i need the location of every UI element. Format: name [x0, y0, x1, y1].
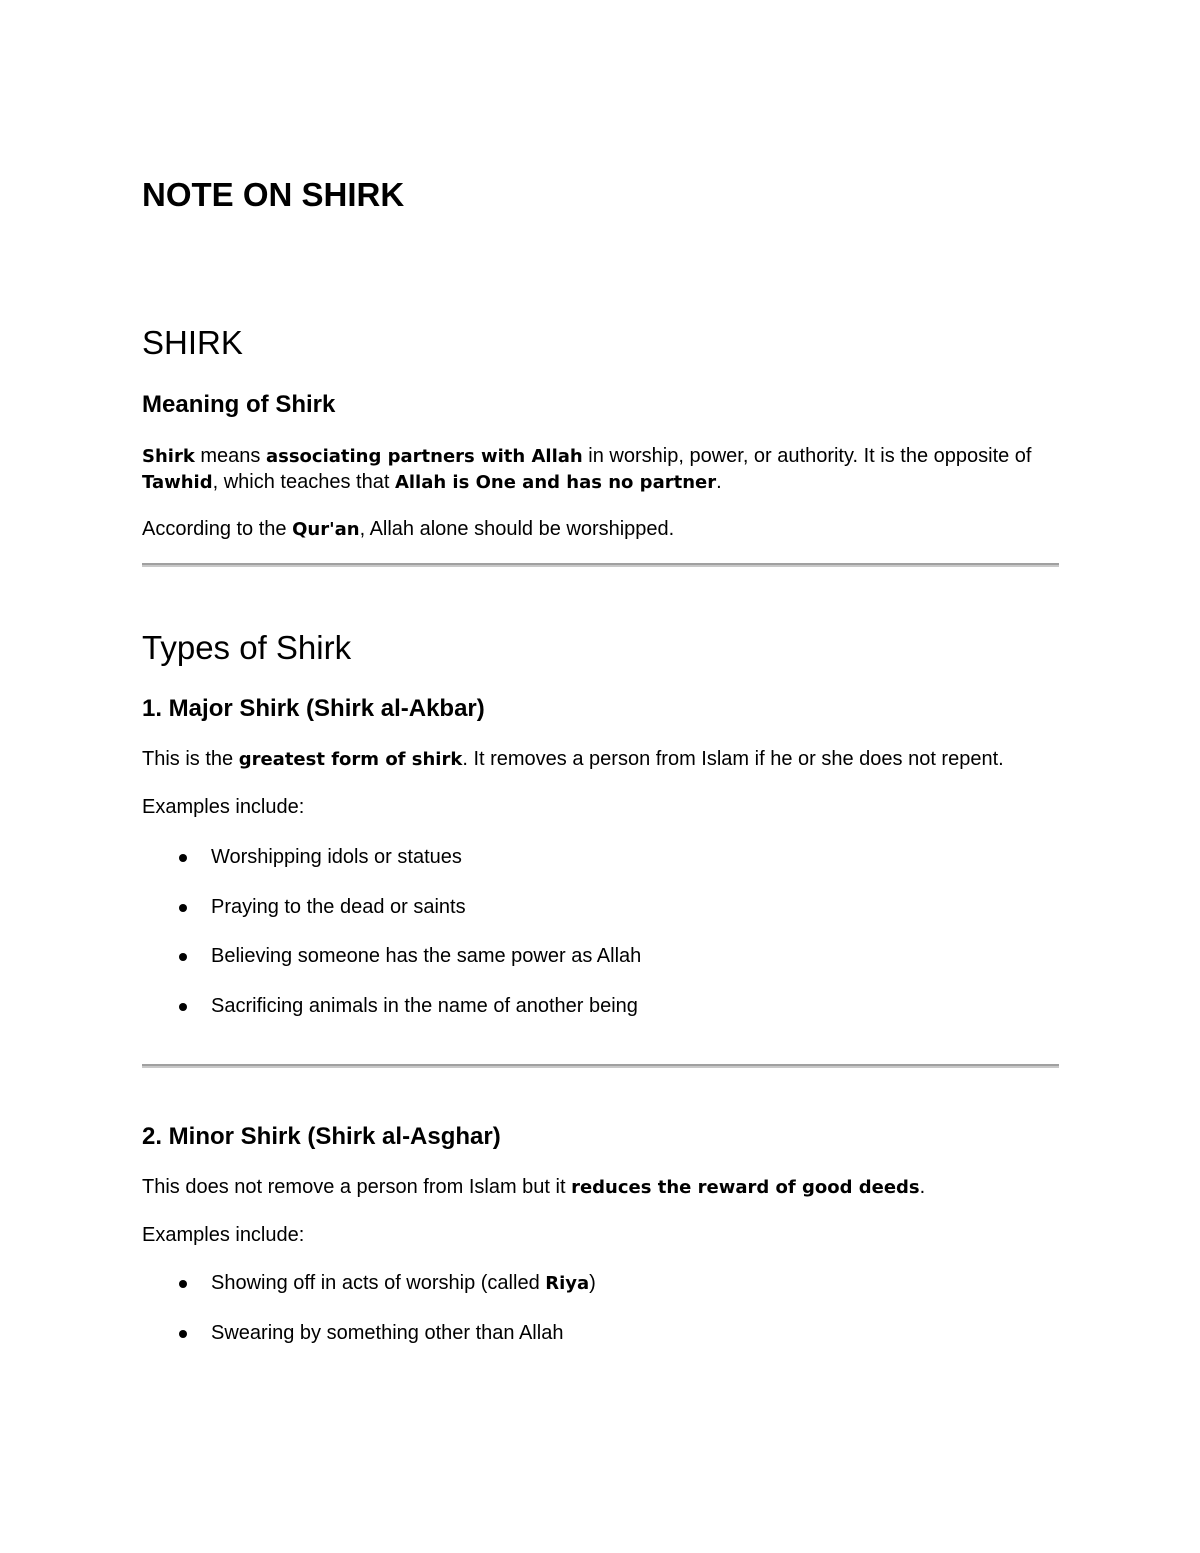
bold-riya: Riya — [545, 1273, 590, 1294]
major-shirk-heading: 1. Major Shirk (Shirk al-Akbar) — [142, 695, 485, 722]
list-item-text: Believing someone has the same power as Allah — [211, 945, 642, 967]
text-run: . — [919, 1176, 926, 1198]
list-item — [142, 994, 641, 1044]
list-item-text: Sacrificing animals in the name of another being — [211, 994, 638, 1017]
bullet-dot-icon — [179, 904, 187, 912]
text-run: , Allah alone should be worshipped. — [359, 518, 675, 540]
types-heading: Types of Shirk — [142, 629, 352, 666]
bold-greatest-form: greatest form of shirk — [238, 749, 463, 770]
list-item — [142, 944, 641, 994]
bullet-dot-icon — [179, 953, 187, 961]
text-run: , which teaches that — [212, 470, 395, 493]
text-run: in worship, power, or authority. It is the opposite of — [582, 445, 1032, 467]
list-item-text: ) — [589, 1272, 596, 1294]
meaning-paragraph — [142, 444, 1062, 495]
horizontal-rule — [142, 563, 1059, 567]
minor-shirk-heading: 2. Minor Shirk (Shirk al-Asghar) — [142, 1123, 501, 1150]
horizontal-rule — [142, 1064, 1059, 1068]
minor-shirk-paragraph — [142, 1175, 1062, 1201]
text-run: means — [194, 445, 266, 467]
bold-allah-is-one: Allah is One and has no partner — [394, 471, 717, 493]
bold-associating: associating partners with Allah — [265, 446, 583, 467]
bold-tawhid: Tawhid — [142, 471, 213, 493]
meaning-heading: Meaning of Shirk — [142, 391, 336, 418]
list-item — [142, 845, 641, 895]
text-run: . It removes a person from Islam if he or she does not repent. — [462, 748, 1004, 770]
list-item-text: Praying to the dead or saints — [211, 895, 466, 918]
major-examples-list — [142, 845, 641, 1043]
list-item — [142, 1271, 596, 1321]
bold-reduces-reward: reduces the reward of good deeds — [571, 1177, 920, 1198]
minor-examples-list — [142, 1271, 596, 1370]
list-item-text: Swearing by something other than Allah — [211, 1321, 564, 1344]
bullet-dot-icon — [179, 1330, 187, 1338]
list-item-text: Showing off in acts of worship (called — [211, 1272, 546, 1294]
major-shirk-paragraph — [142, 747, 1062, 773]
minor-examples-label: Examples include: — [142, 1224, 305, 1246]
text-run: This is the — [142, 748, 239, 770]
bullet-dot-icon — [179, 1280, 187, 1288]
text-run: . — [716, 470, 722, 493]
list-item — [142, 895, 641, 945]
major-examples-label: Examples include: — [142, 796, 305, 818]
document-title: NOTE ON SHIRK — [142, 176, 405, 213]
bold-quran: Qur'an — [292, 519, 360, 540]
quran-paragraph — [142, 517, 1062, 543]
section-heading-shirk: SHIRK — [142, 324, 243, 361]
list-item-text: Worshipping idols or statues — [211, 846, 462, 868]
bullet-dot-icon — [179, 854, 187, 862]
text-run: This does not remove a person from Islam but it — [142, 1176, 572, 1198]
bold-shirk: Shirk — [142, 446, 195, 467]
bullet-dot-icon — [179, 1003, 187, 1011]
list-item — [142, 1321, 596, 1371]
text-run: According to the — [142, 518, 293, 540]
